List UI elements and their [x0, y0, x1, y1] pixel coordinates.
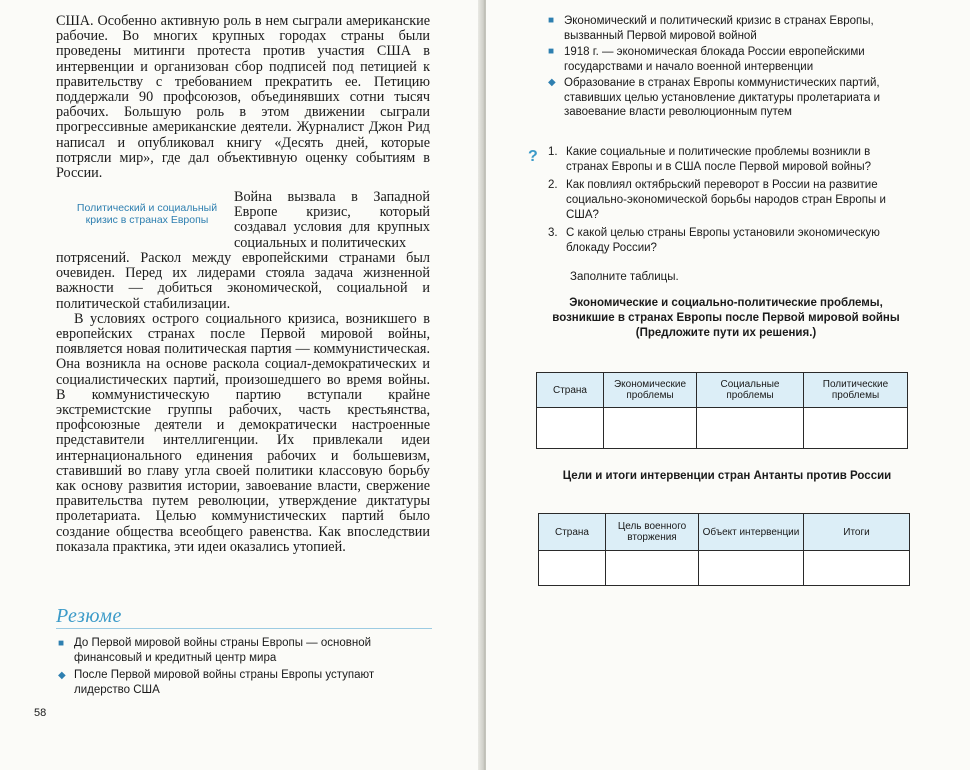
table1-title: Экономические и социально-политические проблемы, возникшие в странах Европы после Первой мировой войны (Предложите пути их решения.): [552, 297, 900, 339]
bullet-icon: ◆: [548, 77, 556, 88]
problems-table: [536, 372, 908, 449]
left-page: [0, 0, 482, 770]
question-item: 2. Как повлиял октябрьский переворот в России на развитие социально-экономической борьбы народов стран Европы и США?: [548, 179, 886, 221]
paragraph-text: США. Особенно активную роль в нем сыграли американские рабочие. Во многих крупных городах страны были проведены митинги протеста против участия США в интервенции и организован сбор подписей под петицией к правительству с требованием прекратить ее. Петицию поддержали 90 профсоюзов, объединявших сотни тысяч рабочих. Большую роль в этом движении сыграли прогрессивные американские деятели. Журналист Джон Рид написал и опубликовал книгу «Десять дней, которые потрясли мир», где дал объективную оценку событиям в России.: [56, 13, 430, 182]
list-item: ◆ Образование в странах Европы коммунистических партий, ставивших целью установление диктатуры пролетариата и завоевание власти революционным путем: [548, 77, 881, 118]
bullet-icon: ■: [58, 638, 65, 649]
table-cell[interactable]: [804, 408, 908, 449]
question-icon: ?: [528, 148, 538, 165]
intervention-table: [538, 513, 910, 586]
table-header: Экономические проблемы: [604, 373, 697, 408]
table-row: [539, 551, 910, 586]
right-page: [486, 0, 970, 770]
paragraph-communism: В условиях острого социального кризиса, возникшего в европейских странах после Первой мировой войны, появляется новая политическая партия — коммунистическая. Она возникла на основе раскола социал-демократических и социалистических партий, произошедшего во время войны. В коммунистическую партию вступали крайне экстремистские группы рабочих, часть крестьянства, профсоюзные деятели и демократически настроенные представители интеллигенции. Их привлекали идеи интернационального единения рабочих и большевизм, ставивший во главу угла своей политики классовую борьбу как основу развития истории, завоевание власти, свержение правительства путем революции, утверждение диктатуры пролетариата. Целью коммунистических партий было создание общества всеобщего равенства. Как впоследствии показала практика, эти идеи оказались утопией.: [56, 310, 430, 555]
table-cell[interactable]: [697, 408, 804, 449]
paragraph-body: [56, 251, 430, 555]
table-header: Итоги: [804, 514, 910, 551]
table-cell[interactable]: [539, 551, 606, 586]
question-item: 1. Какие социальные и политические проблемы возникли в странах Европы и в США после Первой мировой войны?: [548, 146, 872, 173]
side-heading: Политический и социальный кризис в странах Европы: [76, 202, 218, 226]
table-header-row: [537, 373, 908, 408]
task-instruction: Заполните таблицы.: [570, 271, 679, 283]
bullet-icon: ■: [548, 15, 555, 26]
list-item: ■ 1918 г. — экономическая блокада России европейскими государствами и начало военной интервенции: [548, 46, 865, 73]
table-cell[interactable]: [804, 551, 910, 586]
table-header: Страна: [537, 373, 604, 408]
questions-list: [548, 145, 908, 259]
table-cell[interactable]: [699, 551, 804, 586]
table-cell[interactable]: [606, 551, 699, 586]
table-row: [537, 408, 908, 449]
table-header: Объект интервенции: [699, 514, 804, 551]
paragraph-continued: потрясений. Раскол между европейскими странами был очевиден. Перед их лидерами стояла задача жизненной важности — добиться экономической, социальной и политической стабилизации.: [56, 250, 430, 312]
table-cell[interactable]: [604, 408, 697, 449]
table-cell[interactable]: [537, 408, 604, 449]
table-header-row: [539, 514, 910, 551]
page-number: 58: [34, 707, 47, 719]
list-item: ■ Экономический и политический кризис в странах Европы, вызванный Первой мировой войной: [548, 15, 874, 42]
wrap-paragraph: Война вызвала в Западной Европе кризис, который создавал условия для крупных социальных и политических: [234, 189, 430, 251]
table-header: Цель военного вторжения: [606, 514, 699, 551]
summary-list-right: [546, 14, 911, 122]
table-header: Политические проблемы: [804, 373, 908, 408]
list-item: ■ До Первой мировой войны страны Европы — основной финансовый и кредитный центр мира: [58, 637, 372, 664]
bullet-icon: ■: [548, 46, 555, 57]
summary-heading: Резюме: [56, 605, 122, 627]
question-item: 3. С какой целью страны Европы установили экономическую блокаду России?: [548, 227, 880, 254]
summary-list-left: [56, 636, 432, 700]
table2-title: Цели и итоги интервенции стран Антанты против России: [562, 470, 892, 482]
table-header: Социальные проблемы: [697, 373, 804, 408]
list-item: ◆ После Первой мировой войны страны Европы уступают лидерство США: [58, 669, 375, 696]
paragraph-intro: [56, 14, 430, 181]
bullet-icon: ◆: [58, 670, 66, 681]
summary-divider: [56, 628, 432, 629]
table-header: Страна: [539, 514, 606, 551]
